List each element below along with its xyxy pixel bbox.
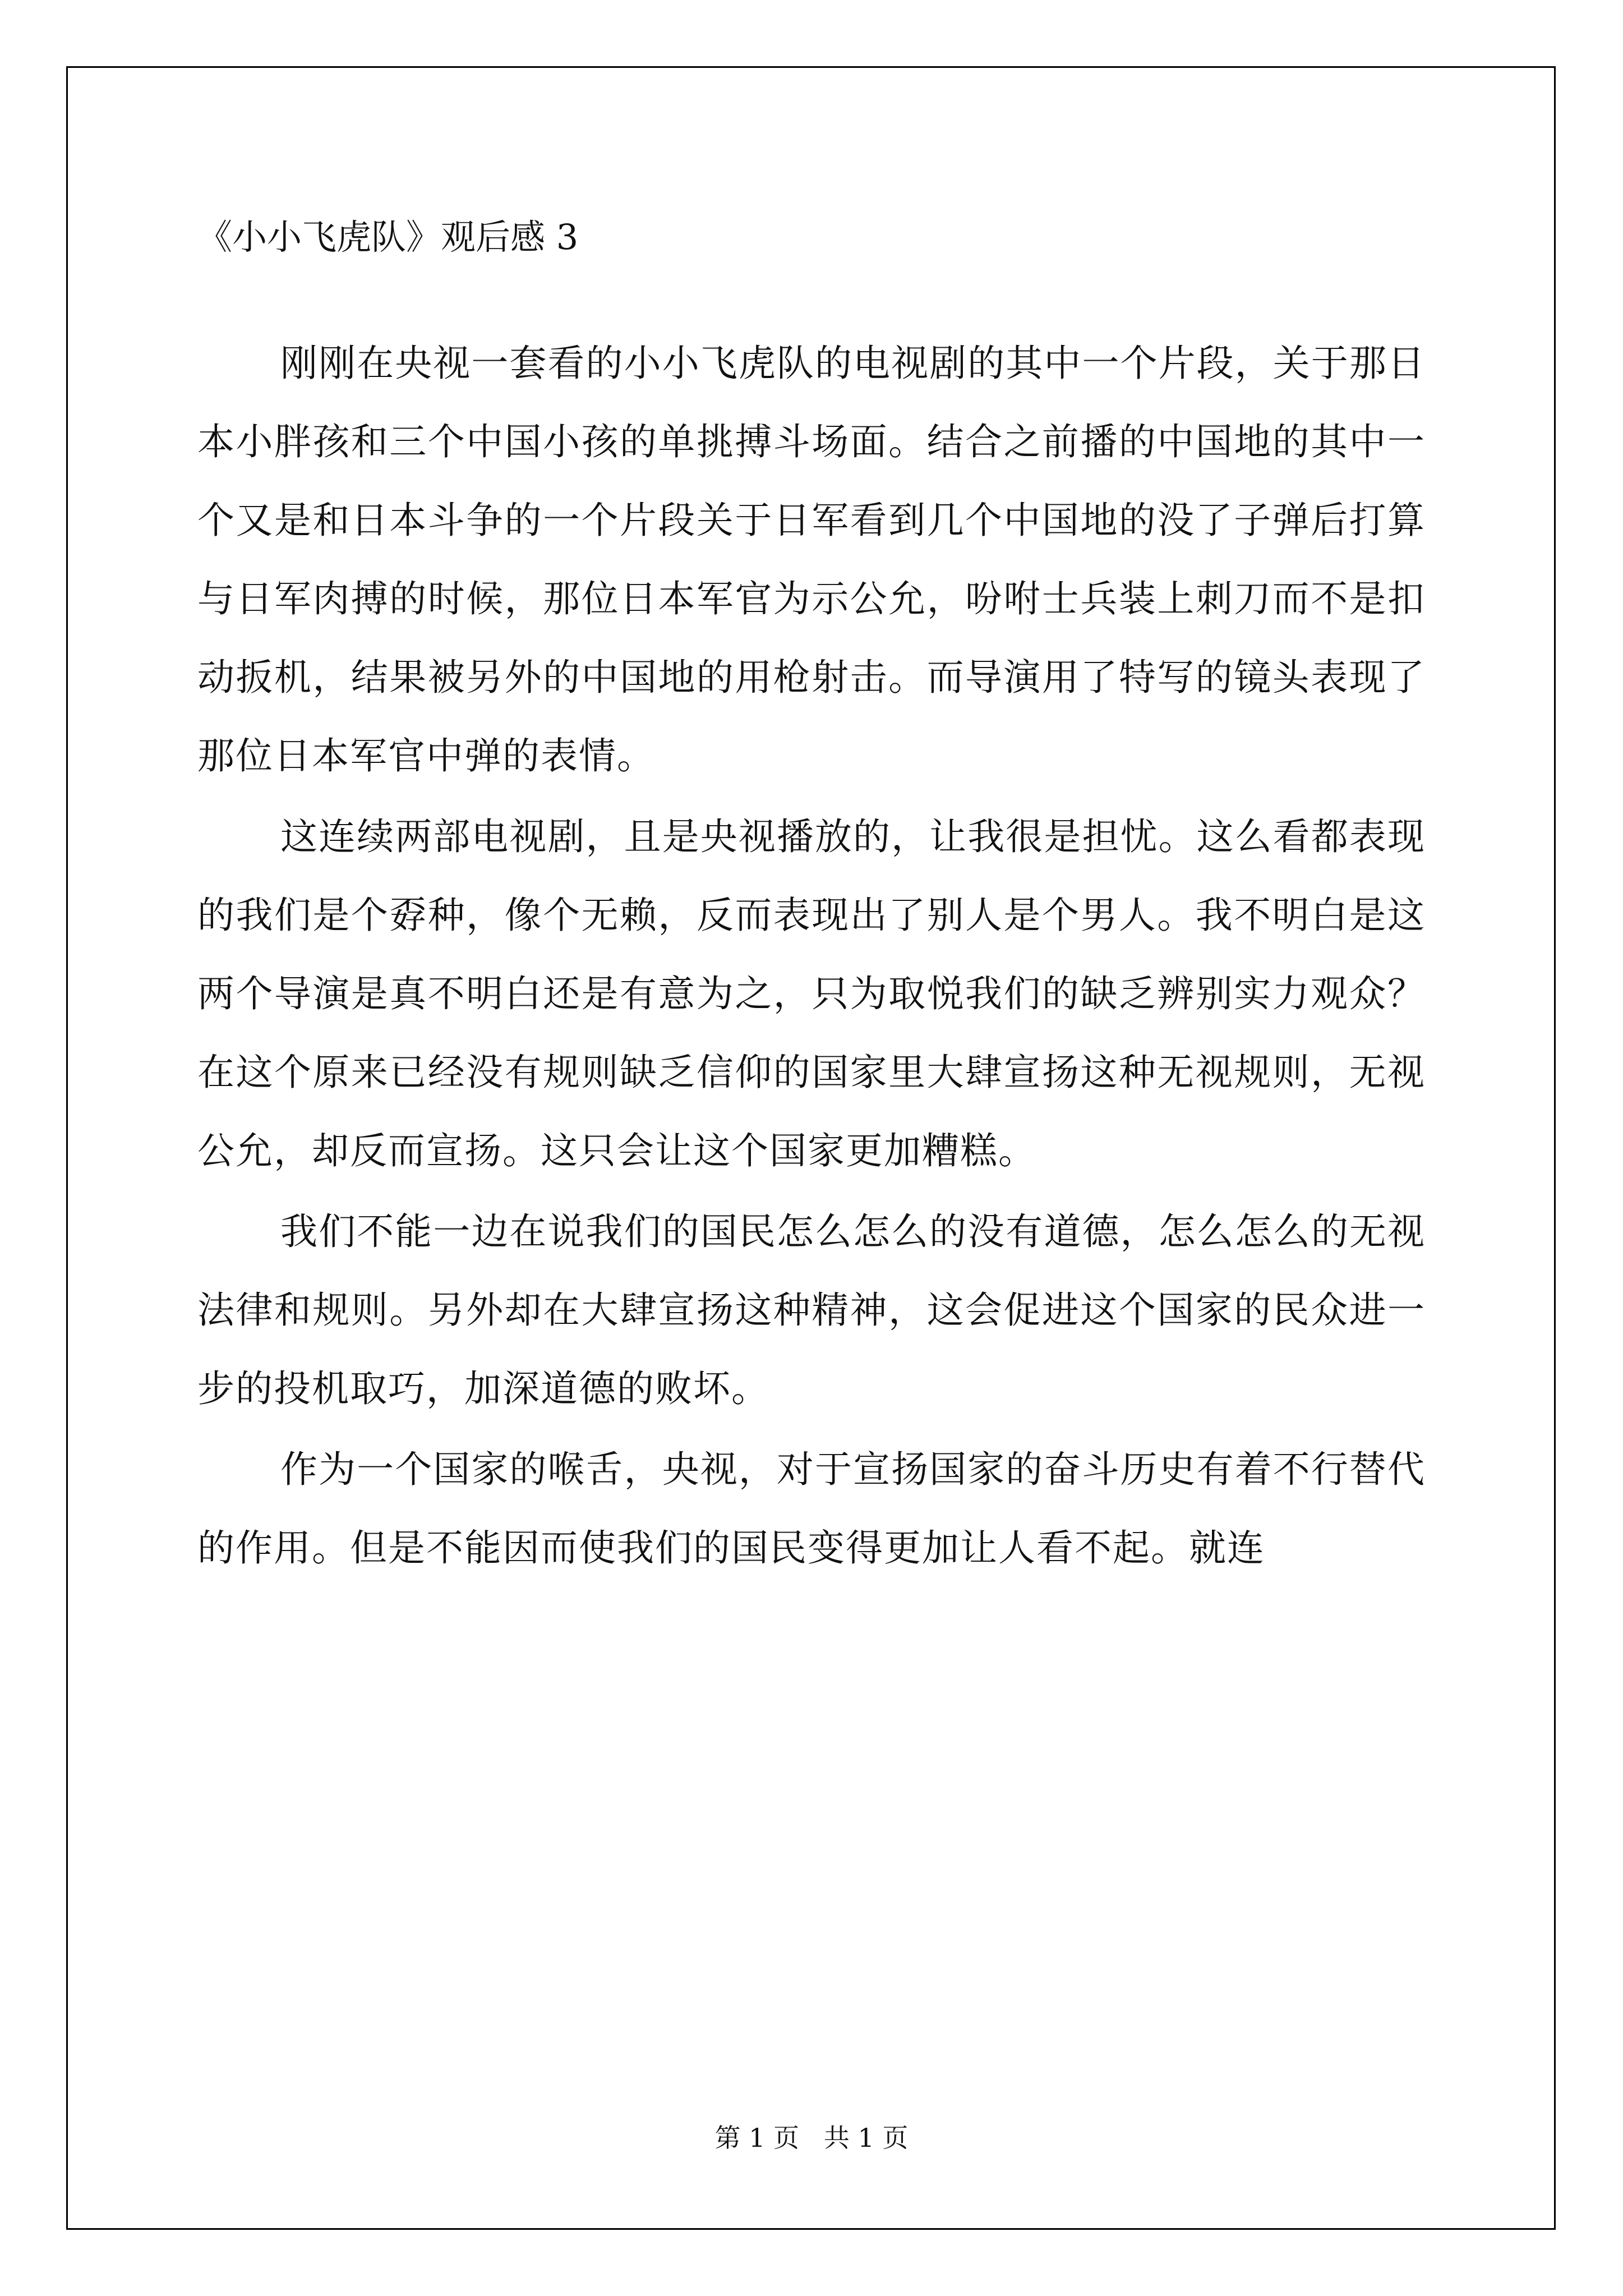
- paragraph: 作为一个国家的喉舌，央视，对于宣扬国家的奋斗历史有着不行替代的作用。但是不能因而使我们的国民变得更加让人看不起。就连: [197, 1448, 1426, 1570]
- document-title: 《小小飞虎队》观后感 3: [197, 217, 579, 257]
- paragraph: 这连续两部电视剧，且是央视播放的，让我很是担忧。这么看都表现的我们是个孬种，像个无赖，反而表现出了别人是个男人。我不明白是这两个导演是真不明白还是有意为之，只为取悦我们的缺乏辨别实力观众？在这个原来已经没有规则缺乏信仰的国家里大肆宣扬这种无视规则，无视公允，却反而宣扬。这只会让这个国家更加糟糕。: [197, 815, 1426, 1172]
- paragraph: 我们不能一边在说我们的国民怎么怎么的没有道德，怎么怎么的无视法律和规则。另外却在大肆宣扬这种精神，这会促进这个国家的民众进一步的投机取巧，加深道德的败坏。: [197, 1210, 1426, 1410]
- page-number-footer: 第 1 页 共 1 页: [714, 2123, 909, 2153]
- paragraph: 刚刚在央视一套看的小小飞虎队的电视剧的其中一个片段，关于那日本小胖孩和三个中国小孩的单挑搏斗场面。结合之前播的中国地的其中一个又是和日本斗争的一个片段关于日军看到几个中国地的没了子弹后打算与日军肉搏的时候，那位日本军官为示公允，吩咐士兵装上刺刀而不是扣动扳机，结果被另外的中国地的用枪射击。而导演用了特写的镜头表现了那位日本军官中弹的表情。: [197, 342, 1426, 777]
- document-body: [197, 324, 1426, 1590]
